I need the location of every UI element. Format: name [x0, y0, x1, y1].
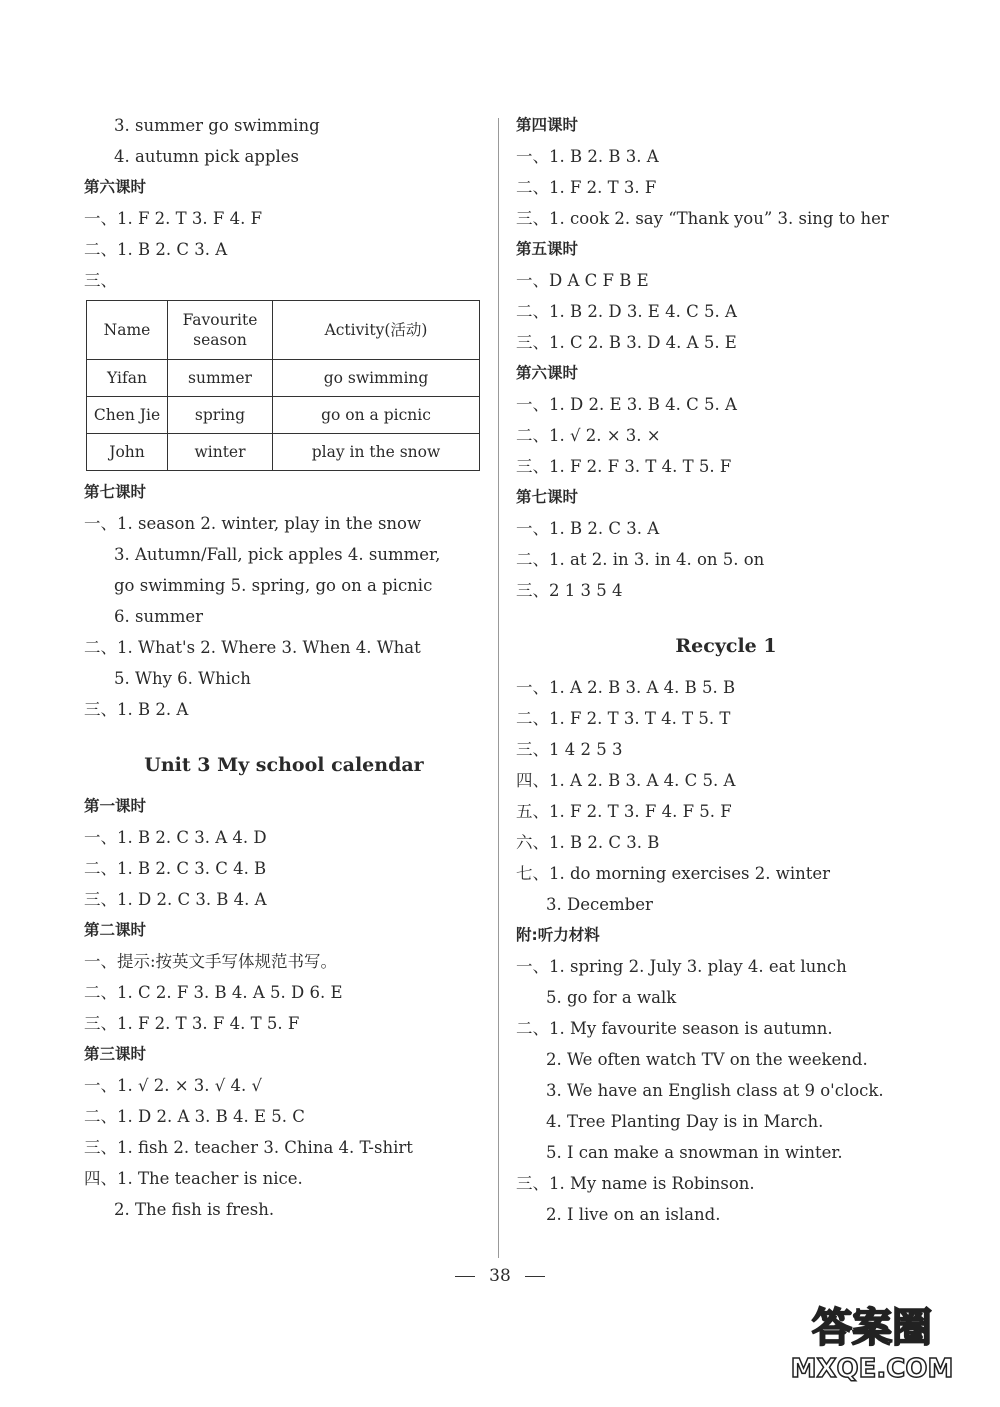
answer-line: 3. Autumn/Fall, pick apples 4. summer, — [114, 545, 441, 564]
lesson-heading: 第七课时 — [84, 483, 147, 501]
table-cell: summer — [168, 360, 273, 397]
answer-line: 三、1. F 2. T 3. F 4. T 5. F — [84, 1014, 300, 1033]
answer-line: 一、1. season 2. winter, play in the snow — [84, 514, 422, 533]
answer-line: 一、1. √ 2. × 3. √ 4. √ — [84, 1076, 263, 1095]
answer-line: 一、1. F 2. T 3. F 4. F — [84, 209, 263, 228]
answer-line: 二、1. √ 2. × 3. × — [516, 426, 661, 445]
answer-line: 六、1. B 2. C 3. B — [516, 833, 660, 852]
lesson-heading: 第六课时 — [84, 178, 147, 196]
lesson-heading: 第一课时 — [84, 797, 147, 815]
left-column — [84, 110, 484, 1225]
table-header-row — [87, 301, 480, 360]
lesson-heading: 第四课时 — [516, 116, 579, 134]
answer-line: 一、1. D 2. E 3. B 4. C 5. A — [516, 395, 737, 414]
answer-line: 6. summer — [114, 607, 204, 626]
answer-line: 三、1. My name is Robinson. — [516, 1174, 755, 1193]
answer-line: 4. Tree Planting Day is in March. — [546, 1112, 824, 1131]
answer-line: 5. I can make a snowman in winter. — [546, 1143, 843, 1162]
unit-title: Recycle 1 — [675, 635, 777, 657]
answer-line: 二、1. B 2. C 3. C 4. B — [84, 859, 267, 878]
answer-line: 5. go for a walk — [546, 988, 677, 1007]
lesson-heading: 第三课时 — [84, 1045, 147, 1063]
answer-line: 二、1. F 2. T 3. F — [516, 178, 657, 197]
answer-line: 4. autumn pick apples — [114, 147, 300, 166]
page-footer — [0, 1266, 1000, 1286]
answer-line: 三、1. B 2. A — [84, 700, 189, 719]
season-activity-table — [86, 300, 480, 471]
watermark-url: MXQE.COM — [790, 1354, 954, 1384]
table-header-cell: Favourite season — [168, 301, 273, 360]
table-row — [87, 434, 480, 471]
table-cell: play in the snow — [273, 434, 480, 471]
table-header-cell: Name — [87, 301, 168, 360]
answer-line: 一、1. B 2. C 3. A 4. D — [84, 828, 267, 847]
answer-line: 一、D A C F B E — [516, 271, 649, 290]
answer-line: 四、1. A 2. B 3. A 4. C 5. A — [516, 771, 736, 790]
answer-line: 一、提示:按英文手写体规范书写。 — [84, 952, 338, 971]
answer-line: 二、1. My favourite season is autumn. — [516, 1019, 833, 1038]
answer-line: 三、1. fish 2. teacher 3. China 4. T-shirt — [84, 1138, 413, 1157]
answer-line: 2. I live on an island. — [546, 1205, 721, 1224]
answer-line: 三、 — [84, 271, 117, 290]
answer-line: 3. We have an English class at 9 o'clock. — [546, 1081, 884, 1100]
watermark-text: 答案圈 — [812, 1305, 932, 1351]
watermark-logo — [772, 1295, 972, 1385]
answer-line: 三、1. D 2. C 3. B 4. A — [84, 890, 267, 909]
answer-line: 三、1. F 2. F 3. T 4. T 5. F — [516, 457, 732, 476]
answer-line: 七、1. do morning exercises 2. winter — [516, 864, 831, 883]
answer-line: 五、1. F 2. T 3. F 4. F 5. F — [516, 802, 732, 821]
table-row — [87, 397, 480, 434]
answer-line: 二、1. B 2. C 3. A — [84, 240, 228, 259]
answer-line: 一、1. A 2. B 3. A 4. B 5. B — [516, 678, 736, 697]
answer-line: 三、1. C 2. B 3. D 4. A 5. E — [516, 333, 737, 352]
answer-line: 三、1. cook 2. say “Thank you” 3. sing to her — [516, 209, 889, 228]
answer-line: 一、1. spring 2. July 3. play 4. eat lunch — [516, 957, 847, 976]
answer-line: 四、1. The teacher is nice. — [84, 1169, 303, 1188]
answer-line: 二、1. D 2. A 3. B 4. E 5. C — [84, 1107, 305, 1126]
answer-line: 二、1. C 2. F 3. B 4. A 5. D 6. E — [84, 983, 343, 1002]
answer-line: 二、1. at 2. in 3. in 4. on 5. on — [516, 550, 765, 569]
answer-line: 3. summer go swimming — [114, 116, 320, 135]
table-cell: go on a picnic — [273, 397, 480, 434]
page-number: 38 — [489, 1266, 511, 1286]
footer-dash-right — [525, 1276, 545, 1277]
answer-line: 三、1 4 2 5 3 — [516, 740, 623, 759]
right-column — [516, 110, 936, 1230]
table-row — [87, 360, 480, 397]
table-cell: Yifan — [87, 360, 168, 397]
table-cell: John — [87, 434, 168, 471]
lesson-heading: 第七课时 — [516, 488, 579, 506]
answer-line: 一、1. B 2. B 3. A — [516, 147, 659, 166]
answer-line: 5. Why 6. Which — [114, 669, 251, 688]
answer-line: 二、1. What's 2. Where 3. When 4. What — [84, 638, 421, 657]
table-header-cell: Activity(活动) — [273, 301, 480, 360]
footer-dash-left — [455, 1276, 475, 1277]
answer-line: 2. The fish is fresh. — [114, 1200, 275, 1219]
table-cell: spring — [168, 397, 273, 434]
answer-line: 二、1. F 2. T 3. T 4. T 5. T — [516, 709, 731, 728]
table-cell: go swimming — [273, 360, 480, 397]
unit-title: Unit 3 My school calendar — [144, 754, 424, 776]
lesson-heading: 附:听力材料 — [516, 926, 600, 944]
answer-line: go swimming 5. spring, go on a picnic — [114, 576, 433, 595]
table-cell: Chen Jie — [87, 397, 168, 434]
column-divider — [498, 118, 499, 1258]
lesson-heading: 第五课时 — [516, 240, 579, 258]
answer-line: 二、1. B 2. D 3. E 4. C 5. A — [516, 302, 737, 321]
answer-line: 3. December — [546, 895, 653, 914]
lesson-heading: 第二课时 — [84, 921, 147, 939]
answer-line: 一、1. B 2. C 3. A — [516, 519, 660, 538]
lesson-heading: 第六课时 — [516, 364, 579, 382]
answer-line: 三、2 1 3 5 4 — [516, 581, 623, 600]
table-cell: winter — [168, 434, 273, 471]
answer-line: 2. We often watch TV on the weekend. — [546, 1050, 868, 1069]
